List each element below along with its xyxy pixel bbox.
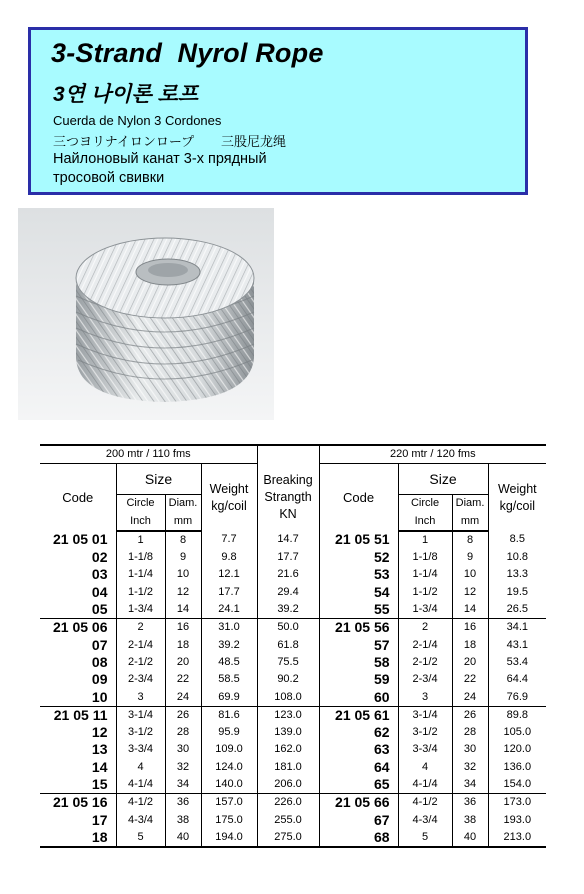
left-code-cell: 03 [40, 566, 116, 583]
left-weight-cell: 17.7 [201, 584, 257, 601]
left-diam-cell: 30 [165, 741, 201, 758]
title-russian-line1: Найлоновый канат 3-х прядный [53, 151, 267, 167]
left-weight-unit: kg/coil [211, 498, 247, 513]
left-code-cell: 21 05 11 [40, 706, 116, 724]
table-row [40, 637, 546, 654]
right-code-cell: 53 [319, 566, 398, 583]
right-diam-cell: 22 [452, 671, 488, 688]
right-diam-unit: mm [460, 514, 480, 527]
left-circle-cell: 1 [116, 531, 165, 549]
left-weight-cell: 39.2 [201, 637, 257, 654]
right-weight-cell: 19.5 [506, 585, 528, 598]
breaking-strength-cell: 29.4 [257, 584, 319, 601]
right-weight-cell: 154.0 [503, 778, 532, 791]
right-diam-label: Diam. [455, 497, 485, 510]
table-row [40, 706, 546, 724]
right-diam-cell: 30 [452, 741, 488, 758]
left-code-cell: 09 [40, 671, 116, 688]
table-row [40, 794, 546, 812]
table-row [40, 776, 546, 794]
left-code-cell: 07 [40, 637, 116, 654]
left-diam-cell: 38 [165, 812, 201, 829]
left-length-label: 200 mtr / 110 fms [40, 445, 257, 464]
breaking-strength-cell: 17.7 [257, 549, 319, 566]
left-diam-cell: 34 [165, 776, 201, 794]
table-row [40, 812, 546, 829]
right-diam-cell: 8 [452, 531, 488, 549]
right-weight-label: Weight [497, 481, 537, 496]
table-row [40, 584, 546, 601]
right-diam-cell: 10 [452, 566, 488, 583]
left-circle-cell: 1-1/4 [116, 566, 165, 583]
right-diam-cell: 24 [452, 689, 488, 707]
breaking-strength-cell: 123.0 [257, 706, 319, 724]
right-weight-cell: 34.1 [488, 619, 546, 637]
left-circle-cell: 2-3/4 [116, 671, 165, 688]
right-code-cell: 21 05 66 [319, 794, 398, 812]
left-code-cell: 04 [40, 584, 116, 601]
left-circle-cell: 3-3/4 [116, 741, 165, 758]
breaking-strength-cell: 90.2 [257, 671, 319, 688]
table-row [40, 601, 546, 619]
header-row-1 [40, 464, 546, 495]
breaking-strength-cell: 108.0 [257, 689, 319, 707]
right-circle-cell: 3-1/2 [398, 724, 452, 741]
left-diam-cell: 20 [165, 654, 201, 671]
table-row [40, 549, 546, 566]
breaking-strength-label-2: Strangth [264, 489, 312, 504]
right-code-cell: 55 [319, 601, 398, 619]
left-diam-label: Diam. [168, 497, 198, 510]
right-diam-cell: 28 [452, 724, 488, 741]
left-diam-cell: 9 [165, 549, 201, 566]
right-diam-cell: 14 [452, 601, 488, 619]
right-circle-label: Circle [410, 497, 440, 510]
right-circle-cell: 3-1/4 [398, 706, 452, 724]
right-diam-cell: 38 [452, 812, 488, 829]
left-code-cell: 08 [40, 654, 116, 671]
breaking-strength-cell: 226.0 [257, 794, 319, 812]
left-diam-cell: 36 [165, 794, 201, 812]
right-circle-cell: 1-1/8 [398, 549, 452, 566]
left-circle-cell: 4-1/4 [116, 776, 165, 794]
right-weight-cell: 136.0 [503, 760, 532, 773]
right-weight-cell: 26.5 [506, 603, 528, 616]
right-circle-cell: 4-1/4 [398, 776, 452, 794]
right-weight-cell: 76.9 [506, 690, 528, 703]
left-circle-cell: 2-1/4 [116, 637, 165, 654]
left-circle-cell: 1-1/2 [116, 584, 165, 601]
left-weight-cell: 175.0 [201, 812, 257, 829]
right-weight-cell: 64.4 [506, 673, 528, 686]
right-diam-cell: 18 [452, 637, 488, 654]
left-weight-cell: 69.9 [201, 689, 257, 707]
left-circle-cell: 3 [116, 689, 165, 707]
left-weight-cell: 12.1 [201, 566, 257, 583]
title-russian-line2: тросовой свивки [53, 170, 165, 186]
left-diam-cell: 22 [165, 671, 201, 688]
right-code-cell: 21 05 61 [319, 706, 398, 724]
right-circle-cell: 1-1/2 [398, 584, 452, 601]
left-diam-cell: 8 [165, 531, 201, 549]
right-diam-cell: 12 [452, 584, 488, 601]
left-diam-unit: mm [173, 514, 193, 527]
left-code-cell: 21 05 16 [40, 794, 116, 812]
left-circle-cell: 2 [116, 619, 165, 637]
left-diam-header [165, 495, 201, 531]
rope-spec-table [40, 444, 546, 848]
right-weight-cell: 53.4 [506, 655, 528, 668]
right-circle-header [398, 495, 452, 531]
left-weight-cell: 9.8 [201, 549, 257, 566]
right-weight-cell: 10.8 [506, 551, 528, 564]
left-diam-cell: 40 [165, 829, 201, 847]
right-circle-cell: 2 [398, 619, 452, 637]
breaking-strength-unit: KN [279, 506, 297, 521]
left-code-cell: 17 [40, 812, 116, 829]
right-weight-cell: 43.1 [506, 638, 528, 651]
left-diam-cell: 16 [165, 619, 201, 637]
breaking-strength-cell: 206.0 [257, 776, 319, 794]
left-weight-cell: 81.6 [201, 706, 257, 724]
right-weight-cell: 193.0 [503, 813, 532, 826]
right-circle-cell: 4-3/4 [398, 812, 452, 829]
breaking-strength-cell: 162.0 [257, 741, 319, 758]
left-code-cell: 18 [40, 829, 116, 847]
left-circle-header [116, 495, 165, 531]
right-circle-cell: 4-1/2 [398, 794, 452, 812]
right-weight-cell: 173.0 [488, 794, 546, 812]
left-circle-cell: 4-1/2 [116, 794, 165, 812]
left-weight-cell: 140.0 [201, 776, 257, 794]
breaking-strength-cell: 255.0 [257, 812, 319, 829]
right-weight-cell: 13.3 [506, 568, 528, 581]
right-code-cell: 59 [319, 671, 398, 688]
title-chinese: 三股尼龙绳 [221, 134, 287, 149]
right-code-cell: 67 [319, 812, 398, 829]
breaking-strength-cell: 139.0 [257, 724, 319, 741]
left-weight-cell: 58.5 [201, 671, 257, 688]
left-circle-cell: 4-3/4 [116, 812, 165, 829]
left-code-cell: 12 [40, 724, 116, 741]
left-weight-header [201, 464, 257, 531]
right-diam-cell: 16 [452, 619, 488, 637]
right-circle-unit: Inch [414, 514, 436, 527]
right-circle-cell: 2-1/4 [398, 637, 452, 654]
left-code-cell: 14 [40, 759, 116, 776]
left-code-cell: 21 05 06 [40, 619, 116, 637]
right-code-header: Code [319, 464, 398, 531]
right-code-cell: 58 [319, 654, 398, 671]
right-code-cell: 65 [319, 776, 398, 794]
breaking-strength-cell: 21.6 [257, 566, 319, 583]
left-diam-cell: 24 [165, 689, 201, 707]
right-circle-cell: 1-1/4 [398, 566, 452, 583]
breaking-strength-cell: 50.0 [257, 619, 319, 637]
left-diam-cell: 26 [165, 706, 201, 724]
table-row [40, 829, 546, 847]
right-diam-cell: 40 [452, 829, 488, 847]
left-diam-cell: 14 [165, 601, 201, 619]
left-diam-cell: 12 [165, 584, 201, 601]
table-row [40, 689, 546, 707]
rope-coil-photo [18, 208, 274, 420]
right-circle-cell: 1 [398, 531, 452, 549]
right-size-header: Size [398, 464, 488, 495]
right-circle-cell: 3 [398, 689, 452, 707]
left-weight-cell: 124.0 [201, 759, 257, 776]
left-weight-cell: 157.0 [201, 794, 257, 812]
right-weight-unit: kg/coil [499, 498, 536, 513]
left-diam-cell: 10 [165, 566, 201, 583]
title-korean: 3연 나이론 로프 [53, 83, 199, 106]
right-code-cell: 64 [319, 759, 398, 776]
breaking-strength-cell: 61.8 [257, 637, 319, 654]
right-weight-cell: 120.0 [503, 743, 532, 756]
right-code-cell: 63 [319, 741, 398, 758]
breaking-strength-cell: 181.0 [257, 759, 319, 776]
left-circle-label: Circle [126, 497, 155, 510]
breaking-strength-cell: 14.7 [257, 531, 319, 549]
table-row [40, 724, 546, 741]
right-code-cell: 68 [319, 829, 398, 847]
left-code-cell: 15 [40, 776, 116, 794]
left-circle-cell: 4 [116, 759, 165, 776]
left-circle-cell: 1-1/8 [116, 549, 165, 566]
left-weight-cell: 24.1 [201, 601, 257, 619]
table-row [40, 759, 546, 776]
right-code-cell: 21 05 56 [319, 619, 398, 637]
left-code-cell: 02 [40, 549, 116, 566]
left-code-cell: 13 [40, 741, 116, 758]
breaking-strength-label-1: Breaking [263, 472, 313, 487]
table-row [40, 531, 546, 549]
left-circle-cell: 3-1/4 [116, 706, 165, 724]
breaking-strength-cell: 75.5 [257, 654, 319, 671]
right-code-cell: 52 [319, 549, 398, 566]
breaking-strength-cell: 39.2 [257, 601, 319, 619]
left-code-header: Code [40, 464, 116, 531]
right-weight-cell: 89.8 [488, 706, 546, 724]
right-code-cell: 60 [319, 689, 398, 707]
title-english: 3-Strand Nyrol Rope [51, 38, 324, 68]
right-diam-header [452, 495, 488, 531]
left-weight-cell: 109.0 [201, 741, 257, 758]
left-diam-cell: 28 [165, 724, 201, 741]
right-weight-cell: 213.0 [488, 829, 546, 847]
left-weight-cell: 194.0 [201, 829, 257, 847]
right-diam-cell: 32 [452, 759, 488, 776]
right-diam-cell: 9 [452, 549, 488, 566]
right-circle-cell: 3-3/4 [398, 741, 452, 758]
left-code-cell: 10 [40, 689, 116, 707]
breaking-strength-cell: 275.0 [257, 829, 319, 847]
left-code-cell: 21 05 01 [40, 531, 116, 549]
left-weight-cell: 7.7 [201, 531, 257, 549]
title-spanish: Cuerda de Nylon 3 Cordones [53, 113, 222, 128]
right-diam-cell: 20 [452, 654, 488, 671]
table-row [40, 741, 546, 758]
left-size-header: Size [116, 464, 201, 495]
left-circle-cell: 5 [116, 829, 165, 847]
left-weight-label: Weight [209, 481, 249, 496]
right-code-cell: 21 05 51 [319, 531, 398, 549]
title-panel [28, 27, 528, 195]
left-circle-cell: 2-1/2 [116, 654, 165, 671]
table-row [40, 619, 546, 637]
table-row [40, 654, 546, 671]
left-weight-cell: 31.0 [201, 619, 257, 637]
left-diam-cell: 18 [165, 637, 201, 654]
right-code-cell: 62 [319, 724, 398, 741]
right-diam-cell: 26 [452, 706, 488, 724]
right-code-cell: 57 [319, 637, 398, 654]
title-japanese: 三つヨリナイロンロープ [53, 134, 195, 149]
right-weight-cell: 105.0 [503, 726, 532, 739]
left-code-cell: 05 [40, 601, 116, 619]
right-circle-cell: 2-3/4 [398, 671, 452, 688]
right-circle-cell: 4 [398, 759, 452, 776]
table-row [40, 566, 546, 583]
left-circle-unit: Inch [130, 514, 151, 527]
length-header-row [40, 445, 546, 464]
right-circle-cell: 1-3/4 [398, 601, 452, 619]
left-circle-cell: 1-3/4 [116, 601, 165, 619]
left-weight-cell: 95.9 [201, 724, 257, 741]
right-length-label: 220 mtr / 120 fms [319, 445, 546, 464]
breaking-strength-header [257, 464, 319, 531]
right-weight-header [488, 464, 546, 531]
left-weight-cell: 48.5 [201, 654, 257, 671]
right-code-cell: 54 [319, 584, 398, 601]
left-circle-cell: 3-1/2 [116, 724, 165, 741]
right-diam-cell: 34 [452, 776, 488, 794]
right-circle-cell: 2-1/2 [398, 654, 452, 671]
table-row [40, 671, 546, 688]
right-weight-cell: 8.5 [509, 533, 525, 546]
right-circle-cell: 5 [398, 829, 452, 847]
right-diam-cell: 36 [452, 794, 488, 812]
left-diam-cell: 32 [165, 759, 201, 776]
table-body [40, 531, 546, 847]
